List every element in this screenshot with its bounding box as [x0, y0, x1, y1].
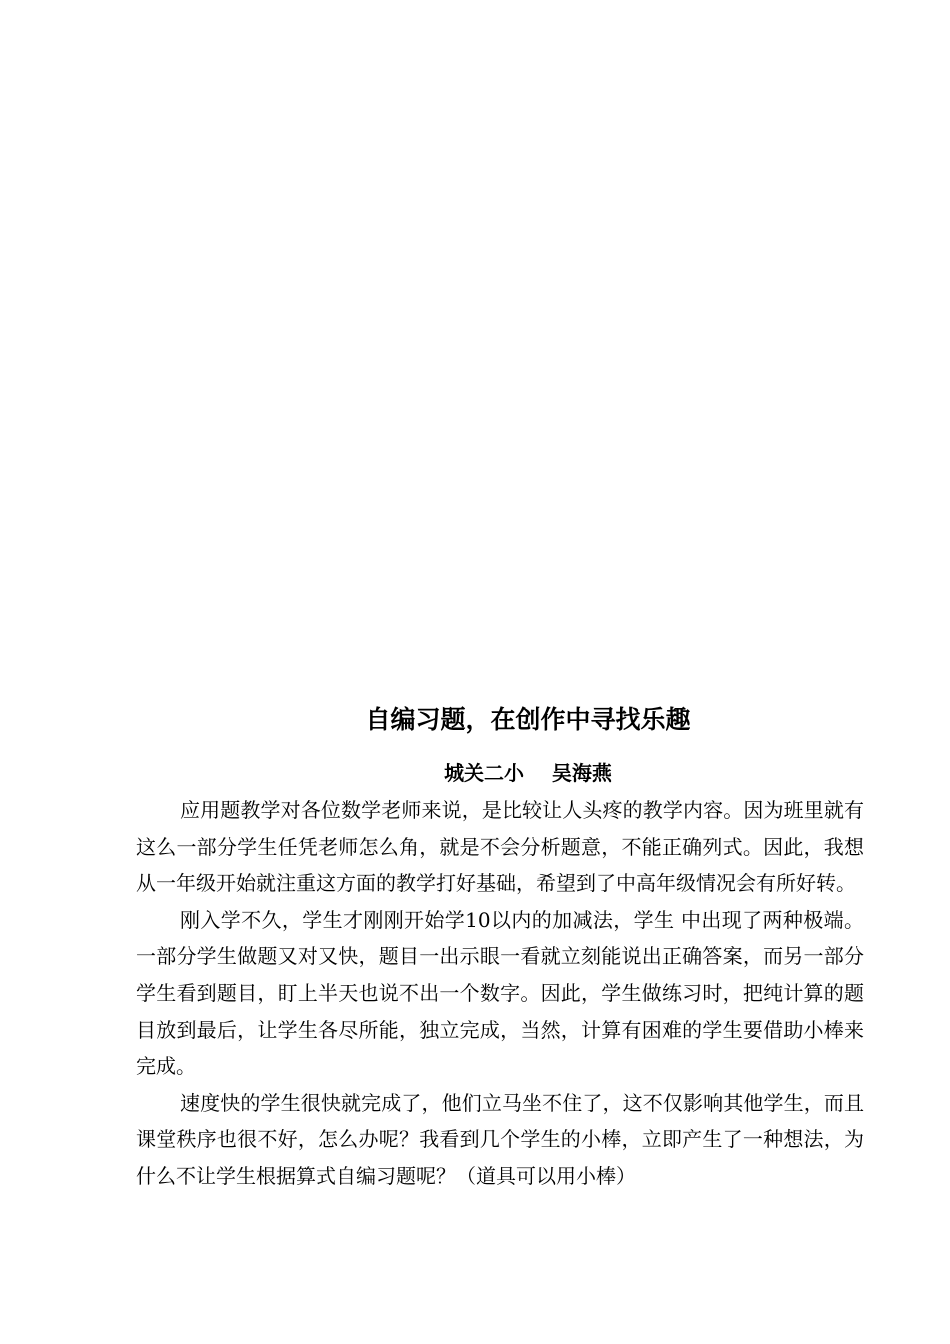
author-byline: 城关二小 吴海燕 — [444, 761, 612, 785]
paragraph-2: 刚入学不久，学生才刚刚开始学10以内的加减法，学生 中出现了两种极端。一部分学生做题又对又快，题目一出示眼一看就立刻能说出正确答案，而另一部分学生看到题目，盯上半天也说不出一个数字。因此，学生做练习时，把纯计算的题目放到最后，让学生各尽所能，独立完成，当然，计算有困难的学生要借助小棒来完成。 — [136, 907, 864, 1079]
paragraph-3: 速度快的学生很快就完成了，他们立马坐不住了，这不仅影响其他学生，而且课堂秩序也很不好，怎么办呢？我看到几个学生的小棒，立即产生了一种想法，为什么不让学生根据算式自编习题呢？（道具可以用小棒） — [136, 1090, 864, 1188]
document-title: 自编习题，在创作中寻找乐趣 — [365, 705, 691, 734]
paragraph-1: 应用题教学对各位数学老师来说，是比较让人头疼的教学内容。因为班里就有这么一部分学生任凭老师怎么角，就是不会分析题意，不能正确列式。因此，我想从一年级开始就注重这方面的教学打好基础，希望到了中高年级情况会有所好转。 — [136, 798, 864, 896]
document-body — [136, 792, 864, 1195]
